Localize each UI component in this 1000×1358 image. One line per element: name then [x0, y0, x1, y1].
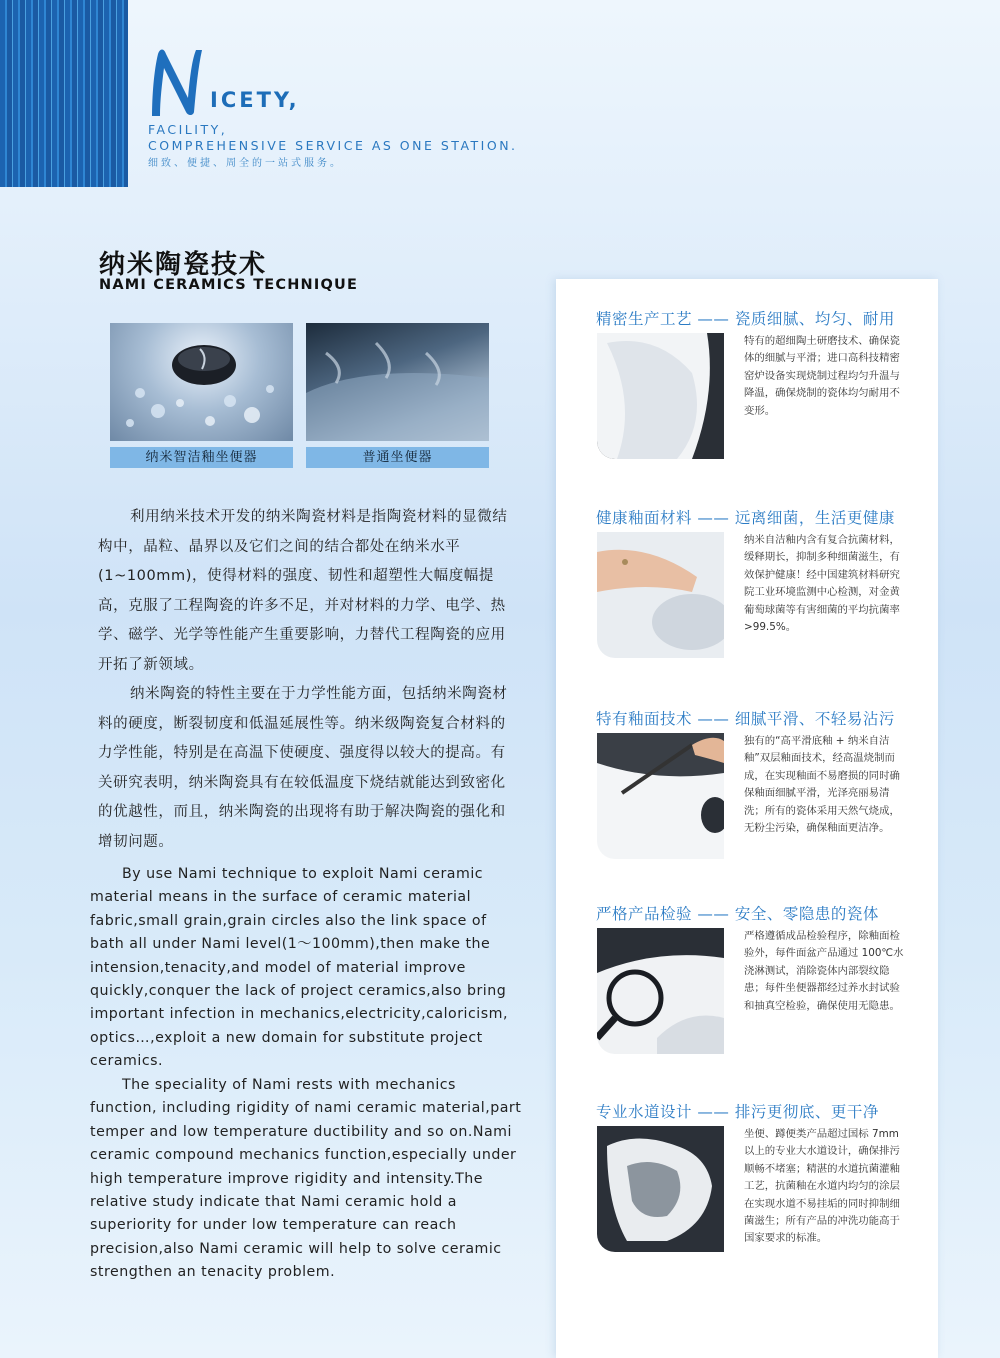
feature-text: 坐便、蹲便类产品超过国标 7mm以上的专业大水道设计，确保排污顺畅不堵塞；精湛的水道抗菌灌釉工艺，抗菌釉在水道内均匀的涂层在实现水道不易挂垢的同时抑制细菌滋生；所有产品的冲洗功能高于国家要求的标准。 [744, 1128, 900, 1245]
pencil-photo [597, 733, 724, 859]
body-en-paragraph-1: By use Nami technique to exploit Nami ceramic material means in the surface of ceramic material fabric,small grain,grain circles also the link space of bath all under Nami level(1～100mm),then make the intension,tenacity,and model of material improve quickly,conquer the lack of project ceramics,also bring important infection in mechanics,electricity,caloricism, optics…,exploit a new domain for substitute project ceramics. [90, 866, 508, 1070]
hand-photo [597, 532, 724, 658]
caption-ordinary-toilet: 普通坐便器 [306, 447, 489, 468]
brand-logo [148, 46, 588, 176]
caption-nano-toilet: 纳米智洁釉坐便器 [110, 447, 293, 468]
feature-text: 特有的超细陶土研磨技术、确保瓷体的细腻与平滑；进口高科技精密窑炉设备实现烧制过程均匀升温与降温，确保烧制的瓷体均匀耐用不变形。 [744, 335, 900, 417]
ordinary-glaze-photo [306, 323, 489, 441]
logo-word: ICETY, [210, 88, 300, 112]
feature-text: 纳米自洁釉内含有复合抗菌材料，缓释期长，抑制多种细菌滋生，有效保护健康！经中国建筑材料研究院工业环境监测中心检测，对金黄葡萄球菌等有害细菌的平均抗菌率>99.5%。 [744, 534, 900, 634]
feature-text: 严格遵循成品检验程序，除釉面检验外，每件面盆产品通过 100℃水浇淋测试，消除瓷体内部裂纹隐患；每件坐便器都经过养水封试验和抽真空检验，确保使用无隐患。 [744, 930, 904, 1012]
feature-title: 严格产品检验 —— 安全、零隐患的瓷体 [596, 905, 879, 923]
logo-tagline-cn: 细致、便捷、周全的一站式服务。 [148, 158, 343, 169]
nano-glaze-photo [110, 323, 293, 441]
feature-text: 独有的“高平滑底釉 + 纳米自洁釉”双层釉面技术，经高温烧制而成，在实现釉面不易磨损的同时确保釉面细腻平滑，光泽亮丽易清洗；所有的瓷体采用天然气烧成，无粉尘污染，确保釉面更洁净。 [744, 735, 900, 835]
body-cn-paragraph-2: 纳米陶瓷的特性主要在于力学性能方面，包括纳米陶瓷材料的硬度，断裂韧度和低温延展性等。纳米级陶瓷复合材料的力学性能，特别是在高温下使硬度、强度得以较大的提高。有关研究表明，纳米陶瓷具有在较低温度下烧结就能达到致密化的优越性，而且，纳米陶瓷的出现将有助于解决陶瓷的强化和增韧问题。 [98, 686, 508, 850]
toilet-bowl-photo [597, 333, 724, 459]
logo-tagline-2: COMPREHENSIVE SERVICE AS ONE STATION. [148, 138, 518, 153]
feature-title: 专业水道设计 —— 排污更彻底、更干净 [596, 1103, 879, 1121]
magnifier-photo [597, 928, 724, 1054]
features-panel [556, 279, 938, 1358]
decorative-stripes [0, 0, 128, 187]
feature-title: 健康釉面材料 —— 远离细菌，生活更健康 [596, 509, 895, 527]
page-title-cn: 纳米陶瓷技术 [99, 250, 268, 280]
body-cn-paragraph-1: 利用纳米技术开发的纳米陶瓷材料是指陶瓷材料的显微结构中，晶粒、晶界以及它们之间的结合都处在纳米水平(1~100mm)，使得材料的强度、韧性和超塑性大幅度幅提高，克服了工程陶瓷的许多不足，并对材料的力学、电学、热学、磁学、光学等性能产生重要影响，力替代工程陶瓷的应用开拓了新领域。 [98, 509, 508, 673]
body-en-paragraph-2: The speciality of Nami rests with mechanics function, including rigidity of nami ceramic material,part temper and low temperature ductibility and so on.Nami ceramic compound mechanics function,especially under high temperature improve rigidity and intensity.The relative study indicate that Nami ceramic hold a superiority for under low temperature can reach precision,also Nami ceramic will help to solve ceramic strengthen an tenacity problem. [90, 1077, 522, 1281]
page-title-en: NAMI CERAMICS TECHNIQUE [99, 277, 359, 293]
feature-title: 精密生产工艺 —— 瓷质细腻、均匀、耐用 [596, 310, 895, 328]
logo-n-icon [148, 46, 208, 118]
logo-tagline-1: FACILITY, [148, 122, 228, 137]
cross-section-photo [597, 1126, 724, 1252]
feature-title: 特有釉面技术 —— 细腻平滑、不轻易沾污 [596, 710, 895, 728]
